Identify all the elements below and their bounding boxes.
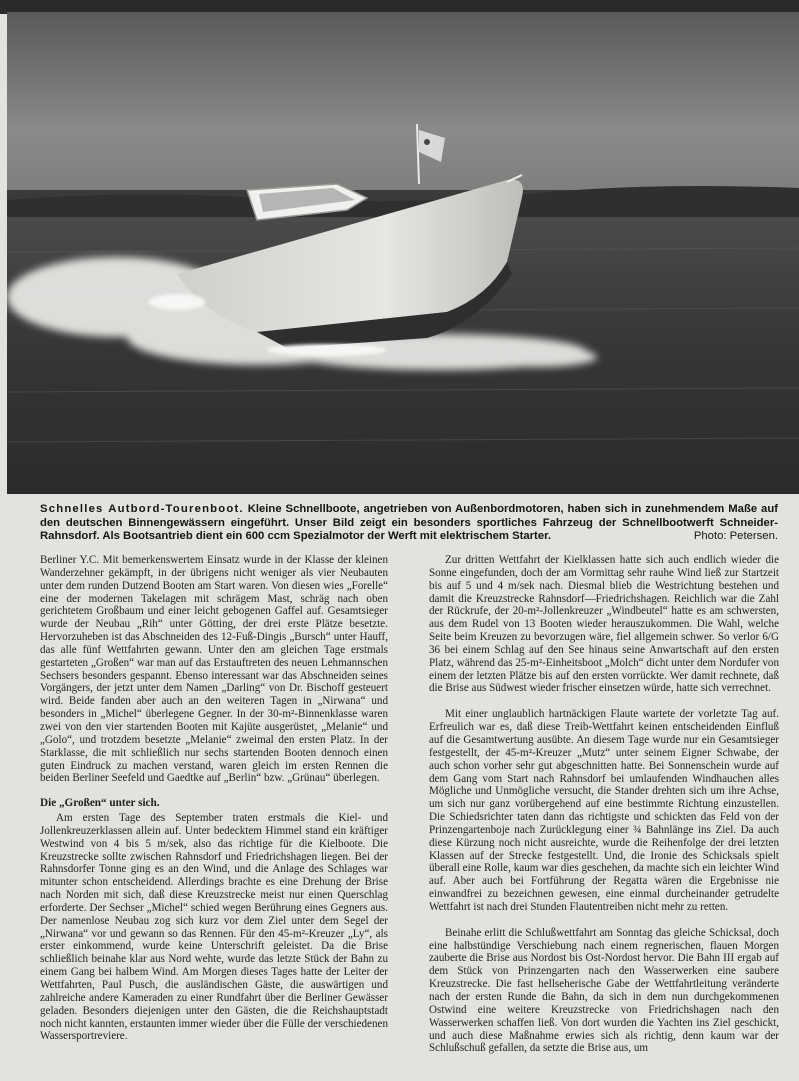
paragraph: Beinahe erlitt die Schlußwettfahrt am Sonntag das gleiche Schicksal, doch eine halbstündige Verschiebung nach einem regnerischen, flauen Morgen zauberte die Brise aus Nordost bis Ost-Nordost hervor. Die Bahn III ergab auf dem Stück von Prinzengarten nach den Wasserwerken eine saubere Kreuzstrecke. Die fast hellseherische Gabe der Wettfahrtleitung veränderte nach der ersten Runde die Bahn, da sich in dem nun durchgekommenen Ostwind eine weitere Kreuzstrecke von Friedrichshagen nach den Wasserwerken schaffen ließ. Von dort wurden die Yachten ins Ziel geschickt, und auch diese Maßnahme erwies sich als richtig, denn kaum war der Schlußschuß gefallen, da setzte die Brise aus, um [429,926,779,1055]
boat-photo [7,12,799,494]
text-column-right [429,554,779,1055]
paragraph: Am ersten Tage des September traten erstmals die Kiel- und Jollenkreuzerklassen allein auf. Unter bedecktem Himmel stand ein kräftiger Westwind von 4 bis 5 m/sek, also das richtige für die Kielboote. Die Kreuzstrecke sollte zwischen Rahnsdorf und Friedrichshagen liegen. Bei der Rahnsdorfer Tonne ging es an den Wind, und die Anlage des Schlages war mitunter schon entscheidend. Allerdings brachte es eine Drehung der Brise nach Norden mit sich, daß diese Kreuzstrecke meist nur einen Querschlag erforderte. Der Sechser „Michel“ schied wegen Berührung eines Gegners aus. Der namenlose Neubau zog sich kurz vor dem Ziel unter dem Segel der „Nirwana“ vor und gewann so das Rennen. Für den 45-m²-Kreuzer „Ly“, als erster einkommend, wurde keine Unterschrift geleistet. Da die Brise schließlich beinahe klar aus Nord wehte, wurde das letzte Stück der Bahn zu einem Gang bei halbem Wind. Am Morgen dieses Tages hatte der Leiter der Wettfahrten, Paul Pusch, die ausländischen Gäste, die auswärtigen und zahlreiche andere Kameraden zu einer Rundfahrt über die Berliner Gewässer geladen. Besonders diejenigen unter den Gästen, die die Reichshauptstadt noch nicht kannten, erstaunten immer wieder über die Fülle der verschiedenen Wassersportreviere. [40,812,388,1043]
section-heading: Die „Großen“ unter sich. [40,797,160,810]
paragraph: Zur dritten Wettfahrt der Kielklassen hatte sich auch endlich wieder die Sonne eingefunden, doch der am Vormittag sehr rauhe Wind ließ zur Startzeit bis auf 5 und 4 m/sek nach. Diesmal blieb die Westrichtung bestehen und damit die Kreuzstrecke Rahnsdorf—Friedrichshagen. Reichlich war die Zahl der Rückrufe, der 20-m²-Jollenkreuzer „Windbeutel“ hatte es am schwersten, aus dem Rudel von 13 Booten wieder herauszukommen. Die Wahl, welche Seite beim Kreuzen zu bevorzugen wäre, fiel allgemein schwer. So verlor 6/G 36 bei einem Schlag auf den See hinaus seine Anwartschaft auf den ersten Platz, während das 25-m²-Einheitsboot „Molch“ dicht unter dem Nordufer von einem der letzten Plätze bis auf den ersten vorrückte. Wer damit rechnete, daß die Brise aus Südwest wieder frischer einsetzen würde, hatte sich verrechnet. [429,554,779,695]
paragraph: Berliner Y.C. Mit bemerkenswertem Einsatz wurde in der Klasse der kleinen Wanderzehner gekämpft, in der übrigens nicht weniger als vier Neubauten unter dem runden Dutzend Booten am Start waren. Von diesen wies „Forelle“ eine der modernen Takelagen mit schrägem Mast, schräg nach oben gerichtetem Großbaum und einer leicht gebogenen Gaffel auf. Gesamtsieger wurde der Neubau „Rih“ unter Götting, der drei erste Plätze besetzte. Hervorzuheben ist das Abschneiden des 12-Fuß-Dingis „Bursch“ unter Hauff, das alle fünf Wettfahrten gewann. Unter den am gleichen Tage erstmals gestarteten „Großen“ war man auf das Erstauftreten des neuen Lehmannschen Sechsers besonders gespannt. Ebenso interessant war das Abschneiden seines Vorgängers, der jetzt unter dem Namen „Darling“ von Dr. Bischoff gesteuert wird. Beide fanden aber auch an den weiteren Tagen in „Nirwana“ und besonders in „Michel“ überlegene Gegner. In der 30-m²-Binnenklasse waren zwei von den vier startenden Booten mit Kajüte ausgerüstet, „Melanie“ und „Golo“, und trotzdem besetzte „Melanie“ zweimal den ersten Platz. In der Starklasse, die mit schließlich nur sechs startenden Booten dennoch einen guten Eindruck zu machen verstand, waren gleich im ersten Rennen die beiden Berliner Seefeld und Gaedtke auf „Berlin“ bzw. „Grünau“ überlegen. [40,554,388,785]
photo-credit: Photo: Petersen. [693,530,778,543]
caption-lead: Schnelles Autbord-Tourenboot. [40,503,244,515]
text-column-left [40,554,388,1043]
photo-caption [40,503,778,544]
paragraph: Mit einer unglaublich hartnäckigen Flaute wartete der vorletzte Tag auf. Erfreulich war es, daß diese Treib-Wettfahrt keinen entscheidenden Einfluß auf die Gesamtwertung ausübte. An diesem Tage wurde nur ein Gesamtsieger festgestellt, der 45-m²-Kreuzer „Mutz“ unter seinem Eigner Schwabe, der auch schon vorher sehr gut abgeschnitten hatte. Bei Sonnenschein wurde auf dem Gang vom Start nach Rahnsdorf bei umlaufenden Windhauchen alles Mögliche und Unmögliche versucht, die Stander drehten sich um ihre Achse, um sich nur ganz vorübergehend auf eine bestimmte Richtung einzustellen. Die Schiedsrichter taten dann das richtigste und schickten das Feld von der Prinzengartenboje nach Zurücklegung einer ¾ Bahnlänge ins Ziel. Da auch diese Kürzung noch nicht ausreichte, wurde die Reihenfolge der drei letzten Klassen auf der Strecke festgestellt. Und, die Ironie des Schicksals spielt überall eine Rolle, kaum war dies geschehen, da machte sich ein leichter Wind auf. Aber auch bei Fortführung der Regatta wären die Ergebnisse nie einwandfrei zu bezeichnen gewesen, eine einmal durcheinander getrudelte Wettfahrt ist nach drei Stunden Flautentreiben nicht mehr zu retten. [429,708,779,913]
caption-text: Kleine Schnellboote, angetrieben von Außenbordmotoren, haben sich in zunehmendem Maße auf den deutschen Binnengewässern eingeführt. Unser Bild zeigt ein besonders sportliches Fahrzeug der Schnellbootwerft Schneider-Rahnsdorf. Als Bootsantrieb dient ein 600 ccm Spezialmotor der Werft mit elektrischem Starter. [40,503,778,543]
